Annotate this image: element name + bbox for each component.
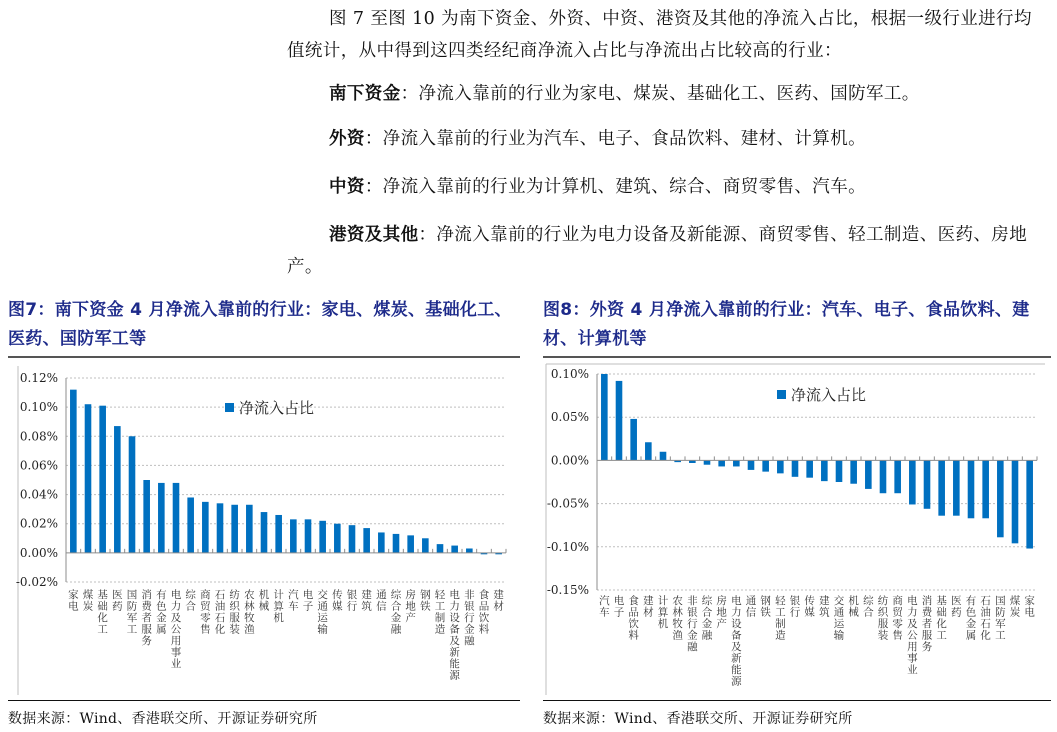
x-tick-label: 通信 xyxy=(376,589,387,613)
bullet-southbound xyxy=(329,80,920,105)
bar xyxy=(85,404,92,553)
x-tick-label: 建筑 xyxy=(361,589,372,613)
x-tick-label: 煤炭 xyxy=(1009,595,1021,619)
x-tick-label: 建材 xyxy=(493,589,504,613)
bar xyxy=(422,538,429,553)
bar xyxy=(865,460,872,489)
bullet-text: ：净流入靠前的行业为家电、煤炭、基础化工、医药、国防军工。 xyxy=(400,84,920,104)
bar xyxy=(187,497,194,552)
bullet-label: 中资 xyxy=(329,177,365,197)
x-tick-label: 消费者服务 xyxy=(141,589,152,647)
x-tick-label: 传媒 xyxy=(804,595,815,619)
x-tick-label: 计算机 xyxy=(273,589,284,624)
bullet-label: 外资 xyxy=(329,129,365,149)
figure-7-source: 数据来源：Wind、香港联交所、开源证券研究所 xyxy=(8,711,318,727)
bar xyxy=(660,452,667,461)
x-tick-label: 商贸零售 xyxy=(200,589,211,636)
chart-legend xyxy=(777,386,866,404)
bar xyxy=(704,460,711,464)
y-tick-label: 0.04% xyxy=(19,487,58,502)
y-tick-label: 0.06% xyxy=(19,458,58,473)
bar xyxy=(836,460,843,482)
legend-label: 净流入占比 xyxy=(239,399,315,417)
x-tick-label: 汽车 xyxy=(599,595,610,619)
bar xyxy=(880,460,887,493)
x-tick-label: 电子 xyxy=(613,595,625,619)
x-tick-label: 国防军工 xyxy=(126,589,138,636)
x-tick-label: 煤炭 xyxy=(82,589,94,613)
x-tick-label: 钢铁 xyxy=(760,595,771,619)
intro-paragraph xyxy=(287,3,1047,67)
bar xyxy=(601,374,608,460)
x-tick-label: 有色金属 xyxy=(965,595,977,642)
bar xyxy=(718,460,725,466)
x-tick-label: 银行 xyxy=(346,589,358,613)
x-tick-label: 综合金融 xyxy=(701,595,713,642)
bar xyxy=(275,515,282,553)
bar xyxy=(173,483,180,553)
bar xyxy=(938,460,945,515)
x-tick-label: 纺织服装 xyxy=(877,595,889,642)
bar xyxy=(334,524,341,553)
y-tick-label: 0.00% xyxy=(550,453,589,468)
x-tick-label: 电子 xyxy=(302,589,314,613)
y-tick-label: -0.02% xyxy=(15,575,58,589)
bar xyxy=(806,460,813,477)
y-tick-label: -0.15% xyxy=(546,583,589,597)
x-tick-label: 医药 xyxy=(951,595,962,619)
bar xyxy=(821,460,828,481)
x-tick-label: 电力及公用事业 xyxy=(170,589,182,670)
figure-7-source-rule xyxy=(8,700,520,701)
bar xyxy=(792,460,799,476)
y-tick-label: -0.05% xyxy=(546,496,589,511)
bar xyxy=(378,532,385,552)
bar xyxy=(393,534,400,553)
x-tick-label: 纺织服装 xyxy=(229,589,240,636)
legend-label: 净流入占比 xyxy=(791,386,867,404)
x-tick-label: 建材 xyxy=(643,595,654,619)
x-tick-label: 电力设备及新能源 xyxy=(731,595,742,688)
bar xyxy=(953,460,960,515)
x-tick-label: 家电 xyxy=(1024,595,1035,619)
bar xyxy=(748,460,755,470)
bullet-foreign xyxy=(329,125,866,150)
bar xyxy=(246,505,253,553)
bar xyxy=(217,503,224,553)
x-tick-label: 机械 xyxy=(848,595,859,619)
bar xyxy=(305,519,312,553)
x-tick-label: 食品饮料 xyxy=(628,595,639,642)
x-tick-label: 石油石化 xyxy=(980,595,991,642)
bar xyxy=(909,460,916,504)
bar xyxy=(1012,460,1019,543)
bar xyxy=(99,406,106,553)
x-tick-label: 电力及公用事业 xyxy=(907,595,918,676)
x-tick-label: 通信 xyxy=(745,595,757,619)
bar xyxy=(777,460,784,473)
bullet-text: ：净流入靠前的行业为汽车、电子、食品饮料、建材、计算机。 xyxy=(364,129,867,149)
x-tick-label: 石油石化 xyxy=(214,589,226,636)
figure-7-chart xyxy=(0,360,530,695)
x-tick-label: 建筑 xyxy=(819,595,830,619)
y-tick-label: 0.05% xyxy=(550,410,589,425)
bar xyxy=(924,460,931,508)
bar xyxy=(968,460,975,518)
y-tick-label: 0.10% xyxy=(550,367,589,381)
bar xyxy=(158,483,165,553)
figure-8-chart xyxy=(530,360,1057,695)
bar xyxy=(850,460,857,483)
bar xyxy=(202,502,209,553)
bar xyxy=(894,460,901,493)
x-tick-label: 房地产 xyxy=(405,589,416,624)
y-tick-label: 0.10% xyxy=(19,400,58,415)
x-tick-label: 轻工制造 xyxy=(434,589,446,636)
x-tick-label: 传媒 xyxy=(332,589,343,613)
bar xyxy=(231,505,238,553)
bar xyxy=(630,419,637,460)
bar xyxy=(290,519,297,553)
x-tick-label: 轻工制造 xyxy=(775,595,786,642)
x-tick-label: 国防军工 xyxy=(995,595,1006,642)
bullet-label: 港资及其他 xyxy=(329,225,419,245)
bullet-chinese xyxy=(329,173,866,198)
x-tick-label: 医药 xyxy=(112,589,123,613)
bar xyxy=(319,521,326,553)
x-tick-label: 商贸零售 xyxy=(892,595,903,642)
bar xyxy=(407,535,414,552)
bar xyxy=(466,548,473,552)
x-tick-label: 房地产 xyxy=(716,595,727,630)
figure-8-source-rule xyxy=(543,700,1051,701)
x-tick-label: 交通运输 xyxy=(833,595,845,642)
x-tick-label: 非银行金融 xyxy=(464,589,475,647)
chart-legend xyxy=(225,399,314,417)
x-tick-label: 银行 xyxy=(789,595,801,619)
x-tick-label: 综合金融 xyxy=(390,589,402,636)
bar xyxy=(437,544,444,553)
bullet-text: ：净流入靠前的行业为电力设备及新能源、商贸零售、轻工制造、医药、房地产。 xyxy=(287,225,1028,277)
x-tick-label: 有色金属 xyxy=(156,589,167,636)
y-tick-label: 0.02% xyxy=(19,516,58,531)
figure-7-title-rule xyxy=(8,356,520,358)
legend-swatch-icon xyxy=(777,390,786,399)
x-tick-label: 机械 xyxy=(258,589,270,613)
y-tick-label: 0.00% xyxy=(19,545,58,560)
bar xyxy=(982,460,989,518)
y-tick-label: 0.08% xyxy=(19,429,58,444)
x-tick-label: 家电 xyxy=(68,589,79,613)
bullet-hk-other xyxy=(287,219,1047,283)
x-tick-label: 计算机 xyxy=(657,595,669,630)
y-tick-label: -0.10% xyxy=(546,539,589,554)
bar xyxy=(645,442,652,460)
x-tick-label: 交通运输 xyxy=(317,589,328,636)
intro-text: 图 7 至图 10 为南下资金、外资、中资、港资及其他的净流入占比，根据一级行业进行均值统计，从中得到这四类经纪商净流入占比与净流出占比较高的行业： xyxy=(287,9,1032,61)
x-tick-label: 汽车 xyxy=(288,589,299,613)
x-tick-label: 基础化工 xyxy=(936,595,947,642)
x-tick-label: 食品饮料 xyxy=(478,589,490,636)
figure-7-title: 图7：南下资金 4 月净流入靠前的行业：家电、煤炭、基础化工、医药、国防军工等 xyxy=(8,300,512,349)
bar xyxy=(616,381,623,460)
x-tick-label: 消费者服务 xyxy=(921,595,933,653)
bar xyxy=(762,460,769,471)
bar xyxy=(997,460,1004,537)
x-tick-label: 综合 xyxy=(863,595,874,619)
bar xyxy=(129,436,136,553)
bar xyxy=(261,512,268,553)
bar xyxy=(451,546,458,553)
x-tick-label: 非银行金融 xyxy=(687,595,698,653)
bar xyxy=(363,528,370,553)
x-tick-label: 钢铁 xyxy=(420,589,431,613)
bar xyxy=(733,460,740,466)
bar xyxy=(143,480,150,553)
x-tick-label: 农林牧渔 xyxy=(244,589,255,636)
x-tick-label: 电力设备及新能源 xyxy=(449,589,460,682)
bullet-label: 南下资金 xyxy=(329,84,401,104)
x-tick-label: 农林牧渔 xyxy=(672,595,683,642)
x-tick-label: 综合 xyxy=(185,589,196,613)
legend-swatch-icon xyxy=(225,403,234,412)
bar xyxy=(349,525,356,553)
figure-8-title: 图8：外资 4 月净流入靠前的行业：汽车、电子、食品饮料、建材、计算机等 xyxy=(543,300,1030,349)
x-tick-label: 基础化工 xyxy=(97,589,108,636)
figure-8-title-rule xyxy=(543,356,1051,358)
bullet-text: ：净流入靠前的行业为计算机、建筑、综合、商贸零售、汽车。 xyxy=(364,177,867,197)
figure-8-source: 数据来源：Wind、香港联交所、开源证券研究所 xyxy=(543,711,853,727)
y-tick-label: 0.12% xyxy=(19,371,58,385)
bar xyxy=(114,426,121,553)
bar xyxy=(1026,460,1033,548)
bar xyxy=(70,390,77,553)
